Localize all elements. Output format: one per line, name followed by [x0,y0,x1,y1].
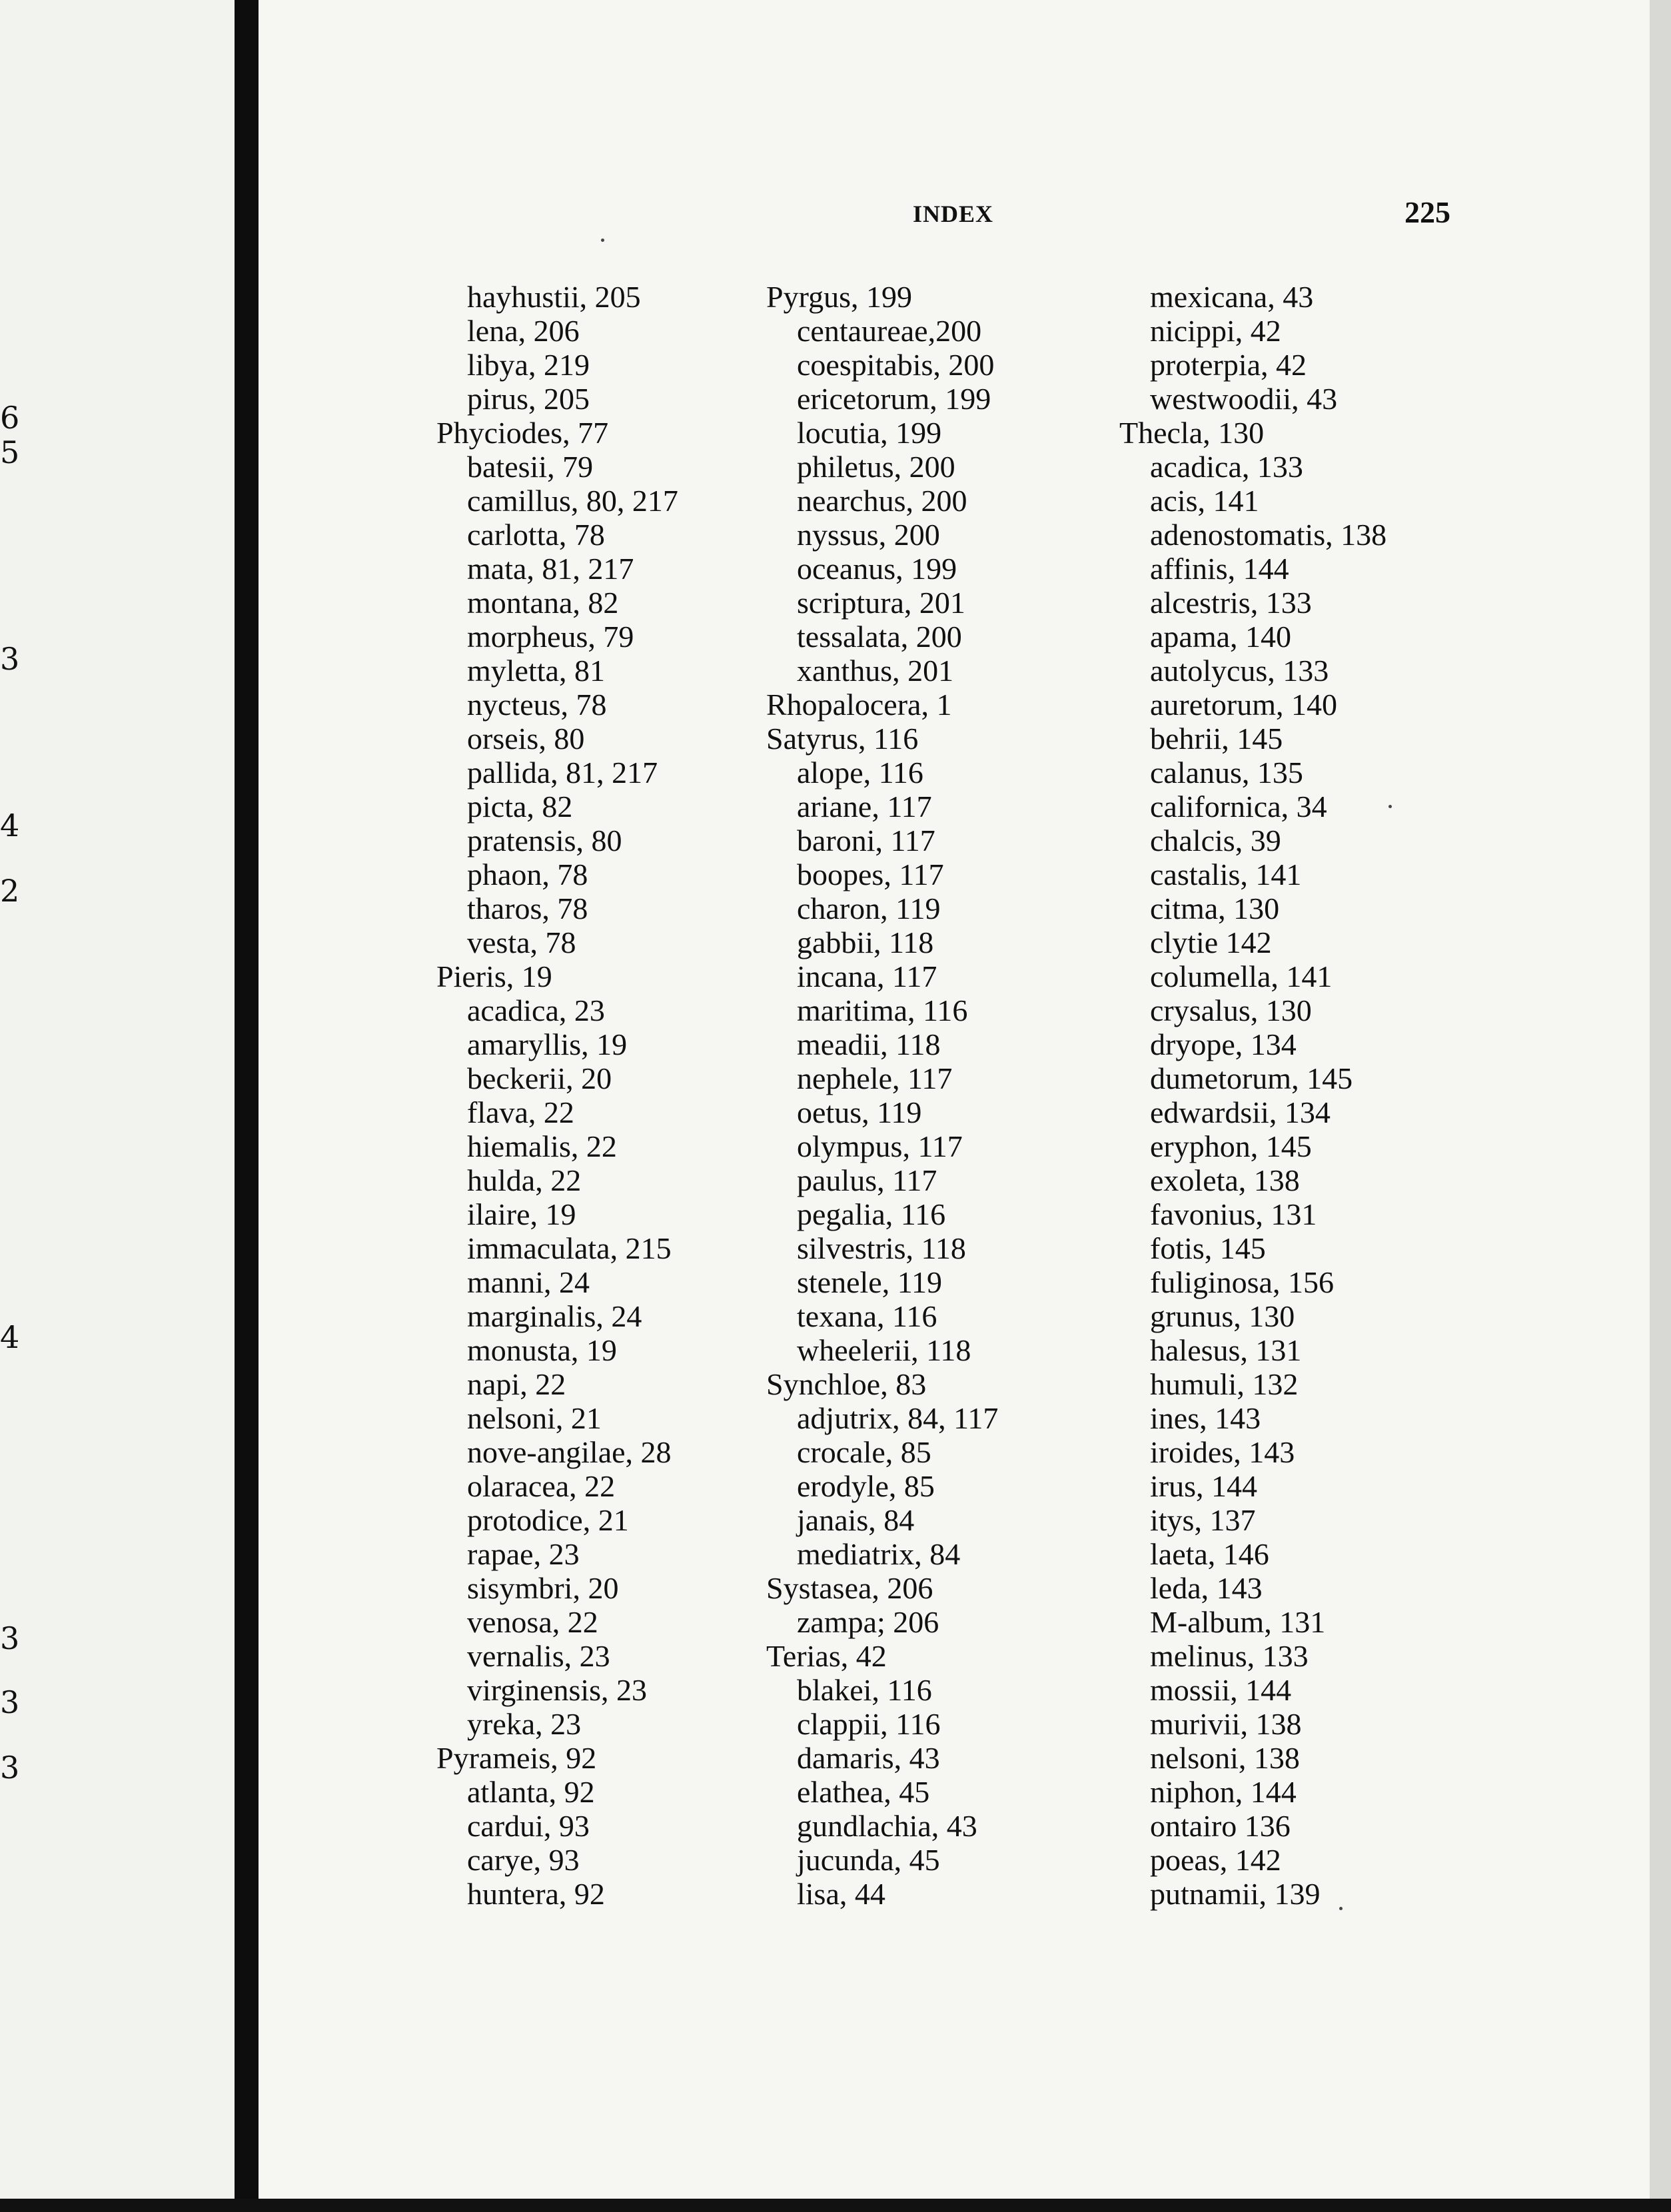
index-subentry: grunus, 130 [1150,1299,1295,1333]
index-entry: Phyciodes, 77 [436,416,609,450]
index-entry: Synchloe, 83 [766,1367,927,1401]
index-subentry: nicippi, 42 [1150,314,1281,348]
index-subentry: pratensis, 80 [467,824,622,857]
index-subentry: libya, 219 [467,348,590,382]
index-subentry: citma, 130 [1150,891,1280,925]
index-subentry: nephele, 117 [797,1061,953,1095]
running-head: INDEX [913,201,994,227]
index-subentry: erodyle, 85 [797,1469,935,1503]
index-subentry: putnamii, 139 [1150,1877,1321,1911]
index-subentry: nyssus, 200 [797,518,940,552]
index-subentry: carye, 93 [467,1843,580,1877]
index-subentry: nearchus, 200 [797,484,967,518]
index-subentry: vesta, 78 [467,925,576,959]
index-subentry: autolycus, 133 [1150,654,1329,688]
index-subentry: mediatrix, 84 [797,1537,961,1571]
index-subentry: oetus, 119 [797,1095,922,1129]
index-subentry: adenostomatis, 138 [1150,518,1387,552]
index-subentry: camillus, 80, 217 [467,484,678,518]
index-subentry: olaracea, 22 [467,1469,616,1503]
index-subentry: charon, 119 [797,891,941,925]
index-subentry: venosa, 22 [467,1605,598,1639]
index-subentry: sisymbri, 20 [467,1571,619,1605]
index-subentry: beckerii, 20 [467,1061,612,1095]
index-subentry: calanus, 135 [1150,756,1303,790]
facing-page-fragment: 3 [0,1750,20,1786]
index-subentry: immaculata, 215 [467,1231,672,1265]
index-subentry: vernalis, 23 [467,1639,610,1673]
index-subentry: pirus, 205 [467,382,590,416]
index-subentry: marginalis, 24 [467,1299,642,1333]
index-subentry: gundlachia, 43 [797,1809,977,1843]
index-subentry: myletta, 81 [467,654,605,688]
index-subentry: ericetorum, 199 [797,382,991,416]
index-subentry: iroides, 143 [1150,1435,1295,1469]
index-subentry: tessalata, 200 [797,620,962,654]
index-subentry: mexicana, 43 [1150,280,1314,314]
index-subentry: ilaire, 19 [467,1197,576,1231]
index-subentry: silvestris, 118 [797,1231,966,1265]
index-subentry: niphon, 144 [1150,1775,1297,1809]
index-column-3 [1119,280,1387,1911]
index-subentry: protodice, 21 [467,1503,629,1537]
index-subentry: crysalus, 130 [1150,993,1312,1027]
index-subentry: clappii, 116 [797,1707,941,1741]
index-subentry: irus, 144 [1150,1469,1257,1503]
index-subentry: poeas, 142 [1150,1843,1281,1877]
index-subentry: acis, 141 [1150,484,1259,518]
facing-page-fragment: 3 [0,1620,20,1656]
index-subentry: laeta, 146 [1150,1537,1269,1571]
index-subentry: behrii, 145 [1150,722,1283,756]
index-subentry: olympus, 117 [797,1129,963,1163]
facing-page-edge [0,0,235,2199]
index-subentry: amaryllis, 19 [467,1027,628,1061]
index-entry: Pyrgus, 199 [766,280,912,314]
index-entry: Rhopalocera, 1 [766,688,952,722]
facing-page-fragment: 6 [0,400,20,436]
index-subentry: auretorum, 140 [1150,688,1338,722]
index-subentry: elathea, 45 [797,1775,930,1809]
index-subentry: janais, 84 [797,1503,915,1537]
index-subentry: pallida, 81, 217 [467,756,658,790]
index-subentry: oceanus, 199 [797,552,957,586]
index-subentry: castalis, 141 [1150,857,1302,891]
index-subentry: monusta, 19 [467,1333,617,1367]
index-subentry: stenele, 119 [797,1265,943,1299]
index-subentry: phaon, 78 [467,857,588,891]
binding-gutter [235,0,259,2199]
facing-page-fragment: 3 [0,641,20,677]
index-subentry: virginensis, 23 [467,1673,648,1707]
index-subentry: incana, 117 [797,959,937,993]
facing-page-fragment: 4 [0,808,20,843]
index-subentry: batesii, 79 [467,450,594,484]
index-subentry: morpheus, 79 [467,620,634,654]
index-subentry: maritima, 116 [797,993,968,1027]
index-subentry: crocale, 85 [797,1435,931,1469]
index-subentry: alcestris, 133 [1150,586,1312,620]
index-subentry: columella, 141 [1150,959,1333,993]
index-subentry: clytie 142 [1150,925,1272,959]
index-subentry: hulda, 22 [467,1163,582,1197]
index-subentry: hayhustii, 205 [467,280,641,314]
index-subentry: murivii, 138 [1150,1707,1302,1741]
index-entry: Pyrameis, 92 [436,1741,597,1775]
index-subentry: eryphon, 145 [1150,1129,1312,1163]
index-subentry: jucunda, 45 [797,1843,940,1877]
index-subentry: leda, 143 [1150,1571,1263,1605]
index-subentry: huntera, 92 [467,1877,605,1911]
index-subentry: texana, 116 [797,1299,937,1333]
index-subentry: M-album, 131 [1150,1605,1326,1639]
index-subentry: chalcis, 39 [1150,824,1281,857]
index-subentry: atlanta, 92 [467,1775,595,1809]
facing-page-fragment: 3 [0,1684,20,1720]
index-subentry: philetus, 200 [797,450,955,484]
index-subentry: baroni, 117 [797,824,935,857]
index-subentry: damaris, 43 [797,1741,940,1775]
index-subentry: fuliginosa, 156 [1150,1265,1334,1299]
index-subentry: manni, 24 [467,1265,590,1299]
index-subentry: humuli, 132 [1150,1367,1299,1401]
index-subentry: xanthus, 201 [797,654,954,688]
index-subentry: locutia, 199 [797,416,942,450]
index-entry: Systasea, 206 [766,1571,933,1605]
index-subentry: wheelerii, 118 [797,1333,971,1367]
index-subentry: apama, 140 [1150,620,1292,654]
index-subentry: favonius, 131 [1150,1197,1317,1231]
index-subentry: acadica, 133 [1150,450,1303,484]
index-subentry: flava, 22 [467,1095,574,1129]
index-subentry: rapae, 23 [467,1537,580,1571]
index-subentry: itys, 137 [1150,1503,1256,1537]
index-column-1 [436,280,678,1911]
ink-speck [1389,805,1392,808]
index-subentry: ontairo 136 [1150,1809,1291,1843]
index-subentry: scriptura, 201 [797,586,965,620]
index-subentry: ariane, 117 [797,790,932,824]
index-subentry: orseis, 80 [467,722,585,756]
index-subentry: exoleta, 138 [1150,1163,1300,1197]
index-subentry: yreka, 23 [467,1707,582,1741]
index-subentry: zampa; 206 [797,1605,939,1639]
index-entry: Terias, 42 [766,1639,887,1673]
index-subentry: lisa, 44 [797,1877,885,1911]
index-subentry: mossii, 144 [1150,1673,1292,1707]
index-subentry: tharos, 78 [467,891,588,925]
index-subentry: westwoodii, 43 [1150,382,1338,416]
index-column-2 [766,280,998,1911]
index-subentry: nove-angilae, 28 [467,1435,672,1469]
index-subentry: californica, 34 [1150,790,1327,824]
index-subentry: nelsoni, 21 [467,1401,602,1435]
index-subentry: nelsoni, 138 [1150,1741,1300,1775]
index-subentry: adjutrix, 84, 117 [797,1401,999,1435]
index-subentry: affinis, 144 [1150,552,1289,586]
page-number: 225 [1404,195,1450,229]
index-subentry: ines, 143 [1150,1401,1261,1435]
index-subentry: meadii, 118 [797,1027,941,1061]
index-subentry: halesus, 131 [1150,1333,1302,1367]
facing-page-fragment: 5 [0,434,20,470]
ink-speck [601,239,604,242]
index-subentry: boopes, 117 [797,857,944,891]
index-subentry: hiemalis, 22 [467,1129,617,1163]
index-subentry: carlotta, 78 [467,518,605,552]
index-entry: Satyrus, 116 [766,722,919,756]
index-subentry: centaureae,200 [797,314,982,348]
index-subentry: alope, 116 [797,756,923,790]
page-edge-shadow [1650,0,1671,2199]
index-subentry: proterpia, 42 [1150,348,1307,382]
index-subentry: blakei, 116 [797,1673,932,1707]
facing-page-fragment: 4 [0,1319,20,1355]
index-subentry: dryope, 134 [1150,1027,1297,1061]
index-subentry: gabbii, 118 [797,925,934,959]
index-subentry: napi, 22 [467,1367,566,1401]
index-subentry: nycteus, 78 [467,688,607,722]
index-subentry: pegalia, 116 [797,1197,946,1231]
ink-speck [1339,1907,1343,1910]
index-subentry: picta, 82 [467,790,573,824]
facing-page-fragment: 2 [0,873,20,909]
index-subentry: coespitabis, 200 [797,348,995,382]
index-subentry: fotis, 145 [1150,1231,1266,1265]
index-subentry: lena, 206 [467,314,580,348]
index-entry: Thecla, 130 [1119,416,1265,450]
index-subentry: dumetorum, 145 [1150,1061,1353,1095]
index-subentry: mata, 81, 217 [467,552,634,586]
index-subentry: melinus, 133 [1150,1639,1309,1673]
scan-border [0,2199,1671,2212]
index-entry: Pieris, 19 [436,959,552,993]
index-subentry: cardui, 93 [467,1809,590,1843]
index-subentry: edwardsii, 134 [1150,1095,1331,1129]
index-subentry: paulus, 117 [797,1163,937,1197]
index-subentry: montana, 82 [467,586,619,620]
index-subentry: acadica, 23 [467,993,605,1027]
